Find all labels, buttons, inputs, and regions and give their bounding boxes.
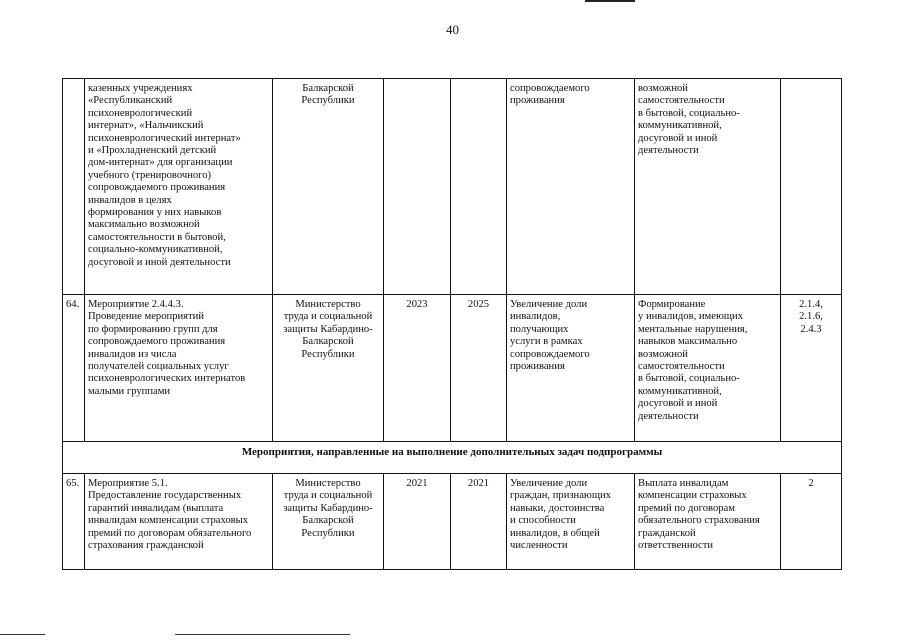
table-row [63, 474, 842, 570]
cell-text-line: коммуникативной, [638, 120, 722, 132]
section-row [63, 442, 842, 474]
table-row [63, 79, 842, 295]
cell-text-line: Мероприятие 5.1. [88, 478, 168, 489]
cell-text-line: в бытовой, социально- [638, 107, 740, 119]
cell-text-line: Формирование [638, 299, 706, 310]
cell-text-line: возможной [638, 348, 688, 360]
cell-text-line: граждан, признающих [510, 490, 611, 502]
cell-text-line: учебного (тренировочного) [88, 169, 212, 181]
cell-text-line: Республики [301, 348, 355, 360]
cell-text-line: премий по договорам [638, 502, 735, 514]
start-year-cell: 2021 [384, 474, 451, 570]
cell-text-line: 2.1.4, [799, 299, 823, 310]
cell-text-line: навыков максимально [638, 336, 738, 348]
cell-text-line: труда и социальной [283, 311, 373, 323]
cell-text-line: Предоставление государственных [88, 490, 242, 502]
cell-text-line: получателей социальных услуг [88, 361, 229, 373]
cell-text-line: и «Прохладненский детский [88, 145, 217, 157]
cell-text-line: возможной [638, 83, 688, 94]
cell-text-line: защиты Кабардино- [283, 323, 373, 335]
indicator-cell [635, 474, 781, 570]
cell-text-line: компенсации страховых [638, 490, 747, 502]
cell-text-line: интернат», «Нальчикский [88, 120, 204, 132]
cell-text-line: досуговой и иной [638, 398, 718, 410]
cell-text-line: Увеличение доли [510, 299, 588, 310]
row-number-cell [63, 79, 85, 295]
row-number-cell: 65. [63, 474, 85, 570]
cell-text-line: Выплата инвалидам [638, 478, 729, 489]
cell-text-line: труда и социальной [283, 490, 373, 502]
links-cell [781, 474, 842, 570]
cell-text-line: инвалидам компенсации страховых [88, 515, 249, 527]
executor-cell [273, 295, 384, 442]
end-year-cell: 2021 [451, 474, 507, 570]
cell-text-line: навыки, достоинства [510, 502, 605, 514]
cell-text-line: деятельности [638, 145, 699, 157]
page-number: 40 [446, 22, 459, 37]
top-edge-mark [585, 0, 635, 2]
result-cell [507, 79, 635, 295]
cell-text-line: Мероприятие 2.4.4.3. [88, 299, 184, 310]
cell-text-line: у инвалидов, имеющих [638, 311, 743, 323]
cell-text-line: Балкарской [302, 336, 354, 348]
table-row [63, 295, 842, 442]
cell-text-line: по формированию групп для [88, 323, 218, 335]
cell-text-line: психоневрологический [88, 107, 193, 119]
cell-text-line: досуговой и иной [638, 132, 718, 144]
cell-text-line: Республики [301, 527, 355, 539]
cell-text-line: 2 [808, 478, 814, 489]
cell-text-line: обязательного страхования [638, 515, 760, 527]
cell-text-line: инвалидов, в общей [510, 527, 600, 539]
cell-text-line: сопровождаемого [510, 348, 590, 360]
cell-text-line: гражданской [638, 527, 696, 539]
indicator-cell [635, 295, 781, 442]
cell-text-line: ответственности [638, 540, 714, 552]
cell-text-line: страхования гражданской [88, 540, 204, 552]
cell-text-line: казенных учреждениях [88, 83, 193, 94]
cell-text-line: инвалидов из числа [88, 348, 177, 360]
result-cell [507, 474, 635, 570]
row-number-cell: 64. [63, 295, 85, 442]
cell-text-line: численности [510, 540, 568, 552]
cell-text-line: досуговой и иной деятельности [88, 256, 231, 268]
cell-text-line: Министерство [295, 299, 361, 310]
start-year-cell [384, 79, 451, 295]
cell-text-line: услуги в рамках [510, 336, 583, 348]
cell-text-line: проживания [510, 95, 565, 107]
cell-text-line: максимально возможной [88, 219, 200, 231]
cell-text-line: гарантий инвалидам (выплата [88, 502, 224, 514]
links-cell [781, 295, 842, 442]
executor-cell [273, 79, 384, 295]
footer-rule-left [0, 634, 45, 635]
executor-cell [273, 474, 384, 570]
cell-text-line: проживания [510, 361, 565, 373]
cell-text-line: Проведение мероприятий [88, 311, 205, 323]
measure-cell [85, 474, 273, 570]
cell-text-line: Министерство [295, 478, 361, 489]
cell-text-line: «Республиканский [88, 95, 173, 107]
cell-text-line: социально-коммуникативной, [88, 244, 223, 256]
cell-text-line: ментальные нарушения, [638, 323, 748, 335]
cell-text-line: деятельности [638, 410, 699, 422]
footer-rule-center [175, 634, 350, 635]
cell-text-line: защиты Кабардино- [283, 502, 373, 514]
cell-text-line: премий по договорам обязательного [88, 527, 252, 539]
cell-text-line: Балкарской [302, 83, 354, 94]
measure-cell [85, 79, 273, 295]
cell-text-line: самостоятельности [638, 95, 725, 107]
end-year-cell [451, 79, 507, 295]
result-cell [507, 295, 635, 442]
cell-text-line: и способности [510, 515, 576, 527]
cell-text-line: самостоятельности [638, 361, 725, 373]
cell-text-line: инвалидов в целях [88, 194, 172, 206]
cell-text-line: получающих [510, 323, 569, 335]
cell-text-line: формирования у них навыков [88, 207, 222, 219]
indicator-cell [635, 79, 781, 295]
end-year-cell: 2025 [451, 295, 507, 442]
cell-text-line: психоневрологических интернатов [88, 373, 246, 385]
cell-text-line: 2.4.3 [800, 323, 822, 335]
cell-text-line: Балкарской [302, 515, 354, 527]
start-year-cell: 2023 [384, 295, 451, 442]
cell-text-line: коммуникативной, [638, 385, 722, 397]
links-cell [781, 79, 842, 295]
cell-text-line: сопровождаемого проживания [88, 182, 226, 194]
cell-text-line: дом-интернат» для организации [88, 157, 233, 169]
cell-text-line: самостоятельности в бытовой, [88, 231, 226, 243]
cell-text-line: психоневрологический интернат» [88, 132, 241, 144]
cell-text-line: сопровождаемого проживания [88, 336, 226, 348]
measures-table [62, 78, 842, 570]
cell-text-line: 2.1.6, [799, 311, 823, 323]
cell-text-line: малыми группами [88, 385, 171, 397]
cell-text-line: Увеличение доли [510, 478, 588, 489]
cell-text-line: в бытовой, социально- [638, 373, 740, 385]
measure-cell [85, 295, 273, 442]
cell-text-line: инвалидов, [510, 311, 561, 323]
cell-text-line: сопровождаемого [510, 83, 590, 94]
section-heading: Мероприятия, направленные на выполнение дополнительных задач подпрограммы [63, 442, 842, 474]
cell-text-line: Республики [301, 95, 355, 107]
